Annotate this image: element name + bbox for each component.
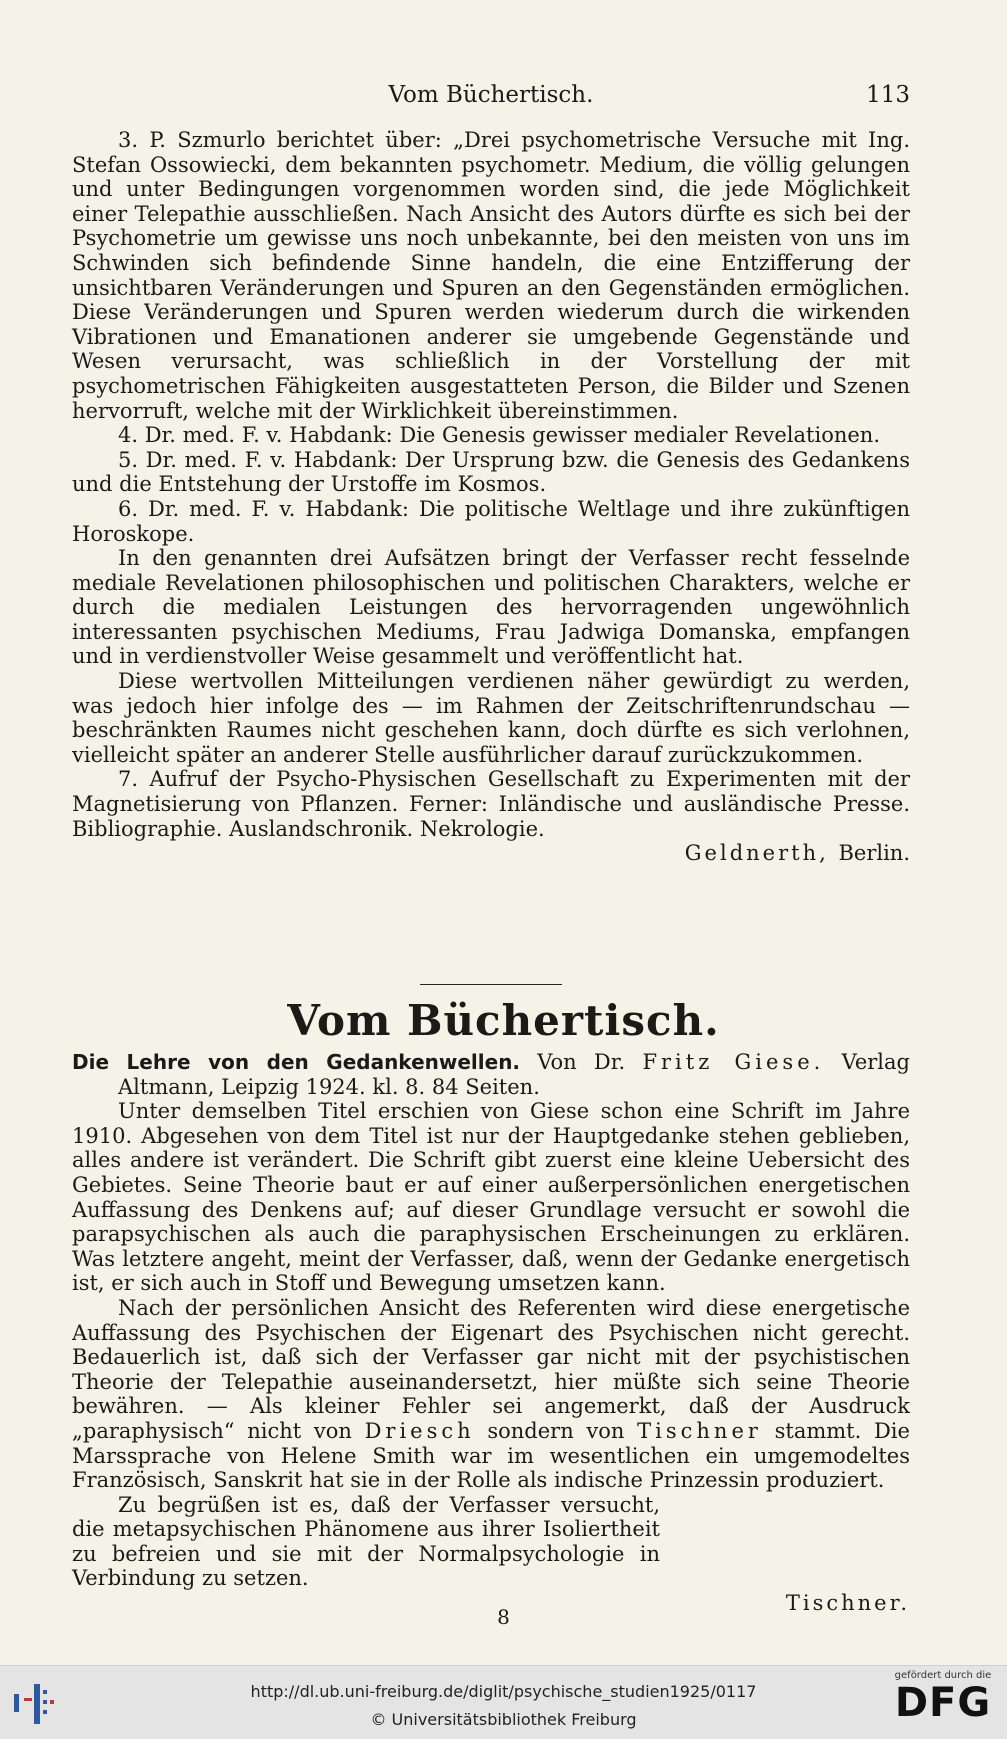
review-section-2 xyxy=(72,1050,910,1616)
paragraph: 6. Dr. med. F. v. Habdank: Die politische Weltlage und ihre zukünftigen Horoskope. xyxy=(72,496,910,546)
paragraph: 4. Dr. med. F. v. Habdank: Die Genesis gewisser medialer Revelationen. xyxy=(118,423,880,448)
sheet-number: 8 xyxy=(497,1605,510,1629)
dfg-wordmark: DFG xyxy=(894,1680,992,1726)
dfg-logo xyxy=(887,1670,999,1736)
paragraph-text: sondern von xyxy=(487,1418,625,1443)
book-citation xyxy=(72,1050,910,1099)
review-signature: Tischner. xyxy=(785,1591,910,1616)
paragraph-text: stammt. Die Marssprache von Helene Smith war im wesentlichen ein umgemodeltes Französisch, Sanskrit hat sie in der Rolle als indische Prinzessin produziert. xyxy=(72,1418,910,1493)
page-number: 113 xyxy=(866,82,910,108)
paragraph: 3. P. Szmurlo berichtet über: „Drei psychometrische Versuche mit Ing. Stefan Ossowiecki, dem bekannten psychometr. Medium, die völlig gelungen und unter Bedingungen vorgenommen worden sind, die jede Möglichkeit einer Telepathie ausschließen. Nach Ansicht des Autors dürfte es sich bei der Psychometrie um gewisse uns noch unbekannte, bei den meisten von uns im Schwinden sich befindende Sinne handeln, die eine Entzifferung der unsichtbaren Veränderungen und Spuren an den Gegenständen ermöglichen. Diese Veränderungen und Spuren werden wiederum durch die wirkenden Vibrationen und Emanationen anderer sie umgebende Gegenstände und Wesen verursacht, was schließlich in der Vorstellung der mit psychometrischen Fähigkeiten ausgestatteten Person, die Bilder und Szenen hervorruft, welche mit der Wirklichkeit übereinstimmen. xyxy=(72,128,910,423)
section-divider xyxy=(420,984,562,985)
paragraph: In den genannten drei Aufsätzen bringt der Verfasser recht fesselnde mediale Revelationen philosophischen und politischen Charakters, welche er durch die medialen Leistungen des hervorragenden ungewöhnlich interessanten psychischen Mediums, Frau Jadwiga Domanska, empfangen und in verdienstvoller Weise gesammelt und veröffentlicht hat. xyxy=(72,546,910,669)
citation-by: Von Dr. xyxy=(537,1050,626,1074)
running-head-title: Vom Büchertisch. xyxy=(388,82,594,108)
library-footer xyxy=(0,1665,1007,1739)
book-title: Die Lehre von den Gedankenwellen. xyxy=(72,1050,521,1074)
name-driesch: Driesch xyxy=(364,1418,475,1443)
paragraph: Diese wertvollen Mitteilungen verdienen näher gewürdigt zu werden, was jedoch hier infolge des — im Rahmen der Zeitschriftenrundschau — beschränkten Raumes nicht geschehen kann, doch dürfte es sich verlohnen, vielleicht später an anderer Stelle ausführlicher darauf zurückzukommen. xyxy=(72,669,910,767)
citation-author: Fritz Giese. xyxy=(642,1050,825,1074)
paragraph: 5. Dr. med. F. v. Habdank: Der Ursprung bzw. die Genesis des Gedankens und die Entstehung der Urstoffe im Kosmos. xyxy=(72,447,910,497)
running-head xyxy=(72,82,910,112)
review-section-1 xyxy=(72,128,910,866)
signature-place: Berlin. xyxy=(838,841,910,866)
copyright-notice: © Universitätsbibliothek Freiburg xyxy=(370,1710,637,1729)
signature-name: Geldnerth, xyxy=(684,841,829,866)
paragraph: 7. Aufruf der Psycho-Physischen Gesellschaft zu Experimenten mit der Magnetisierung von Pflanzen. Ferner: Inländische und ausländische Presse. Bibliographie. Auslandschronik. Nekrologie. xyxy=(72,767,910,841)
citation-publisher: Verlag Altmann, Leipzig 1924. kl. 8. 84 Seiten. xyxy=(118,1050,910,1099)
digital-library-url[interactable]: http://dl.ub.uni-freiburg.de/diglit/psychische_studien1925/0117 xyxy=(250,1682,757,1701)
paragraph: Zu begrüßen ist es, daß der Verfasser versucht, die metapsychischen Phänomene aus ihrer Isoliertheit zu befreien und sie mit der Normalpsychologie in Verbindung zu setzen. xyxy=(72,1492,660,1591)
paragraph xyxy=(72,1296,910,1493)
paragraph-text: Nach der persönlichen Ansicht des Referenten wird diese energetische Auffassung des Psychischen der Eigenart des Psychischen nicht gerecht. Bedauerlich ist, daß sich der Verfasser gar nicht mit der psychistischen Theorie der Telepathie auseinandersetzt, hier müßte sich seine Theorie bewähren. — Als kleiner Fehler sei angemerkt, daß der Ausdruck „paraphysisch“ nicht von xyxy=(72,1295,910,1443)
dfg-caption: gefördert durch die xyxy=(894,1670,992,1681)
section-heading: Vom Büchertisch. xyxy=(287,996,720,1045)
review-signature xyxy=(72,841,910,866)
paragraph: Unter demselben Titel erschien von Giese schon eine Schrift im Jahre 1910. Abgesehen von dem Titel ist nur der Hauptgedanke stehen geblieben, alles andere ist verändert. Die Schrift gibt zuerst eine kleine Uebersicht des Gebietes. Seine Theorie baut er auf einer außerpersönlichen energetischen Auffassung des Denkens auf; auf dieser Grundlage versucht er sowohl die parapsychischen als auch die paraphysischen Erscheinungen zu erklären. Was letztere angeht, meint der Verfasser, daß, wenn der Gedanke energetisch ist, er sich auch in Stoff und Bewegung umsetzen kann. xyxy=(72,1099,910,1296)
name-tischner: Tischner xyxy=(637,1418,762,1443)
